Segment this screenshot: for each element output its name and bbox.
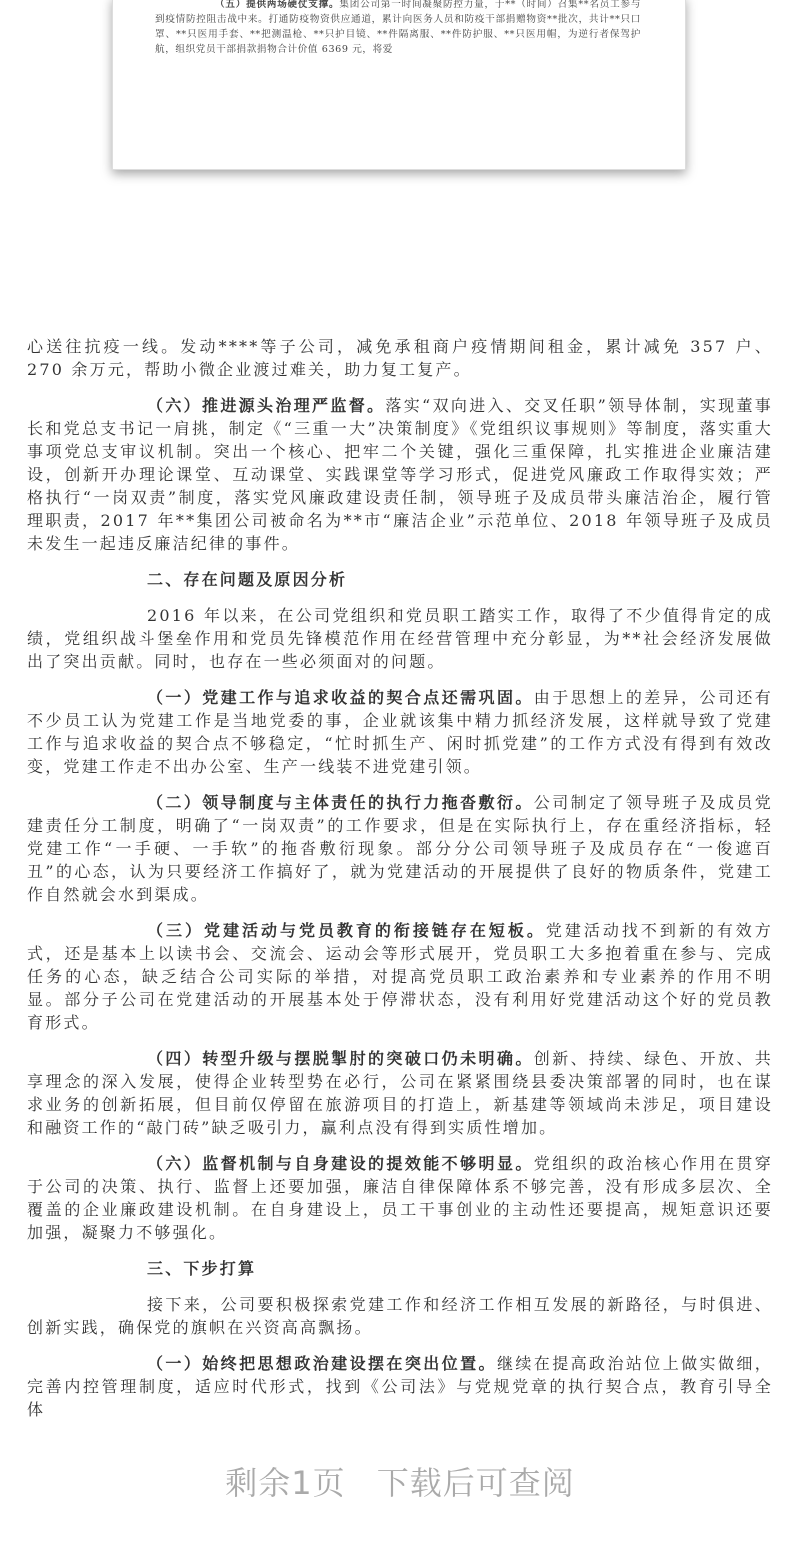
paragraph (27, 791, 773, 906)
paragraph-lead: （六）推进源头治理严监督。 (147, 396, 386, 415)
remaining-pages-label: 剩余1页 (225, 1464, 346, 1502)
paragraph (27, 919, 773, 1034)
paragraph-text: 三、下步打算 (147, 1259, 257, 1278)
paragraph-text: 落实“双向进入、交叉任职”领导体制，实现董事长和党总支书记一肩挑，制定《“三重一大”决策制度》《党组织议事规则》等制度，落实重大事项党总支审议机制。突出一个核心、把牢二个关键，强化三重保障，扎实推进企业廉洁建设，创新开办理论课堂、互动课堂、实践课堂等学习形式，促进党风廉政工作取得实效；严格执行“一岗双责”制度，落实党风廉政建设责任制，领导班子及成员带头廉洁治企，履行管理职责，2017 年**集团公司被命名为**市“廉洁企业”示范单位、2018 年领导班子及成员未发生一起违反廉洁纪律的事件。 (27, 396, 773, 553)
paragraph (27, 1293, 773, 1339)
paragraph-lead: （三）党建活动与党员教育的衔接链存在短板。 (147, 921, 546, 940)
paragraph-text: 党组织的政治核心作用在贯穿于公司的决策、执行、监督上还要加强，廉洁自律保障体系不够完善，没有形成多层次、全覆盖的企业廉政建设机制。在自身建设上，员工干事创业的主动性还要提高，规矩意识还要加强，凝聚力不够强化。 (27, 1154, 773, 1242)
paragraph-text: 党建活动找不到新的有效方式，还是基本上以读书会、交流会、运动会等形式展开，党员职工大多抱着重在参与、完成任务的心态，缺乏结合公司实际的举措，对提高党员职工政治素养和专业素养的作用不明显。部分子公司在党建活动的开展基本处于停滞状态，没有利用好党建活动这个好的党员教育形式。 (27, 921, 774, 1032)
section-heading (27, 1257, 773, 1280)
paragraph-lead: （一）党建工作与追求收益的契合点还需巩固。 (147, 688, 534, 707)
paragraph (27, 686, 773, 778)
paragraph-text: 继续在提高政治站位上做实做细，完善内控管理制度，适应时代形式，找到《公司法》与党规党章的执行契合点，教育引导全体 (27, 1354, 773, 1419)
download-hint: 下载后可查阅 (376, 1464, 575, 1502)
paragraph-text: 由于思想上的差异，公司还有不少员工认为党建工作是当地党委的事，企业就该集中精力抓经济发展，这样就导致了党建工作与追求收益的契合点不够稳定，“忙时抓生产、闲时抓党建”的工作方式没有得到有效改变，党建工作走不出办公室、生产一线装不进党建引领。 (27, 688, 773, 776)
paragraph-lead: （二）领导制度与主体责任的执行力拖沓敷衍。 (147, 793, 534, 812)
paragraph-text: 集团公司第一时间凝聚防控力量，于**（时间）召集**名员工参与到疫情防控阻击战中来。打通防疫物资供应通道，累计向医务人员和防疫干部捐赠物资**批次，共计**只口罩、**只医用手套、**把测温枪、**只护目镜、**件隔离服、**件防护服、**只医用帽，为逆行者保驾护航，组织党员干部捐款捐物合计价值 6369 元，将爱 (155, 0, 641, 55)
paragraph-text: 公司制定了领导班子及成员党建责任分工制度，明确了“一岗双责”的工作要求，但是在实际执行上，存在重经济指标，轻党建工作“一手硬、一手软”的拖沓敷衍现象。部分分公司领导班子及成员存在“一俊遮百丑”的心态，认为只要经济工作搞好了，就为党建活动的开展提供了良好的物质条件，党建工作自然就会水到渠成。 (27, 793, 773, 904)
paragraph-text: 创新、持续、绿色、开放、共享理念的深入发展，使得企业转型势在必行，公司在紧紧围绕县委决策部署的同时，也在谋求业务的创新拓展，但目前仅停留在旅游项目的打造上，新基建等领域尚未涉足，项目建设和融资工作的“敲门砖”缺乏吸引力，赢利点没有得到实质性增加。 (27, 1049, 773, 1137)
paragraph-text: 接下来，公司要积极探索党建工作和经济工作相互发展的新路径，与时俱进、创新实践，确保党的旗帜在兴资高高飘扬。 (27, 1295, 773, 1337)
remaining-pages-banner[interactable] (0, 1458, 800, 1504)
paragraph (27, 394, 773, 555)
paragraph-text: 心送往抗疫一线。发动****等子公司，减免承租商户疫情期间租金，累计减免 357 户、270 余万元，帮助小微企业渡过难关，助力复工复产。 (27, 337, 773, 379)
paragraph (27, 604, 773, 673)
document-body (27, 335, 773, 1434)
paragraph (27, 1152, 773, 1244)
paragraph-lead: （一）始终把思想政治建设摆在突出位置。 (147, 1354, 497, 1373)
paragraph (27, 335, 773, 381)
section-heading (27, 568, 773, 591)
previous-page-card (112, 0, 686, 170)
paragraph (27, 1352, 773, 1421)
paragraph-lead: （五）提供两场硬仗支撑。 (215, 0, 340, 10)
page-paragraph (113, 0, 685, 57)
paragraph (27, 1047, 773, 1139)
paragraph-lead: （六）监督机制与自身建设的提效能不够明显。 (147, 1154, 534, 1173)
paragraph-lead: （四）转型升级与摆脱掣肘的突破口仍未明确。 (147, 1049, 534, 1068)
paragraph-text: 二、存在问题及原因分析 (147, 570, 348, 589)
paragraph-text: 2016 年以来，在公司党组织和党员职工踏实工作，取得了不少值得肯定的成绩，党组织战斗堡垒作用和党员先锋模范作用在经营管理中充分彰显，为**社会经济发展做出了突出贡献。同时，也存在一些必须面对的问题。 (27, 606, 773, 671)
